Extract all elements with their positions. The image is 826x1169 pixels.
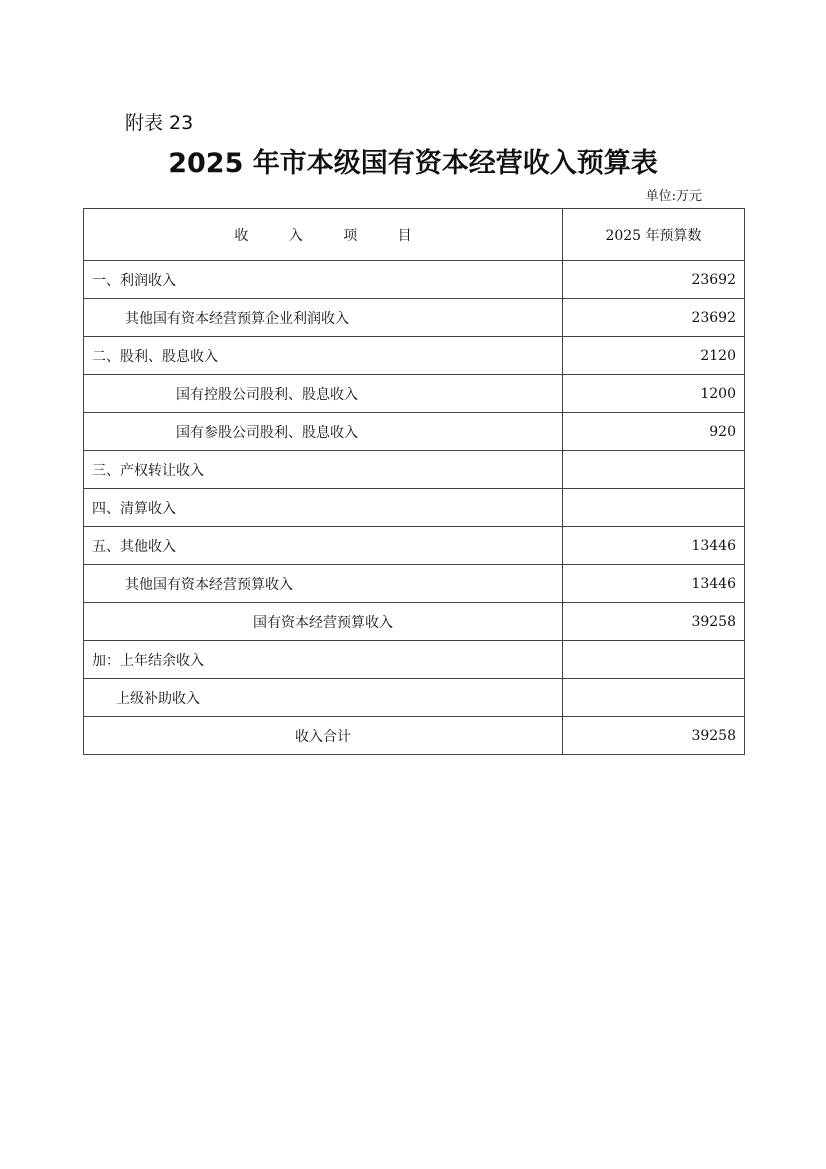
unit-label: 单位:万元 xyxy=(645,189,702,204)
row-value: 2120 xyxy=(563,337,745,375)
table-row xyxy=(84,603,745,641)
row-label: 国有资本经营预算收入 xyxy=(84,603,563,641)
table-row xyxy=(84,413,745,451)
table-row xyxy=(84,261,745,299)
row-value: 23692 xyxy=(563,299,745,337)
row-value xyxy=(563,641,745,679)
table-row xyxy=(84,375,745,413)
row-label: 一、利润收入 xyxy=(84,261,563,299)
table-row xyxy=(84,489,745,527)
row-label: 收入合计 xyxy=(84,717,563,755)
row-label: 四、清算收入 xyxy=(84,489,563,527)
row-value: 13446 xyxy=(563,565,745,603)
table-row xyxy=(84,451,745,489)
column-header-item: 收 入 项 目 xyxy=(84,209,563,261)
table-row xyxy=(84,679,745,717)
attachment-label: 附表 23 xyxy=(125,112,194,134)
row-value xyxy=(563,451,745,489)
row-label: 五、其他收入 xyxy=(84,527,563,565)
row-label: 上级补助收入 xyxy=(84,679,563,717)
row-label: 二、股利、股息收入 xyxy=(84,337,563,375)
row-value: 39258 xyxy=(563,717,745,755)
table-row xyxy=(84,641,745,679)
row-value: 920 xyxy=(563,413,745,451)
table-row xyxy=(84,527,745,565)
table-row xyxy=(84,565,745,603)
row-label: 加：上年结余收入 xyxy=(84,641,563,679)
row-value xyxy=(563,489,745,527)
row-value: 1200 xyxy=(563,375,745,413)
table-row xyxy=(84,299,745,337)
page-title: 2025 年市本级国有资本经营收入预算表 xyxy=(168,148,658,179)
row-label: 三、产权转让收入 xyxy=(84,451,563,489)
row-label: 其他国有资本经营预算企业利润收入 xyxy=(84,299,563,337)
table-row xyxy=(84,337,745,375)
row-value xyxy=(563,679,745,717)
table-row-total xyxy=(84,717,745,755)
row-label: 国有控股公司股利、股息收入 xyxy=(84,375,563,413)
row-value: 39258 xyxy=(563,603,745,641)
column-header-amount: 2025 年预算数 xyxy=(563,209,745,261)
budget-table xyxy=(83,208,745,755)
row-value: 23692 xyxy=(563,261,745,299)
row-label: 其他国有资本经营预算收入 xyxy=(84,565,563,603)
table-header-row xyxy=(84,209,745,261)
row-value: 13446 xyxy=(563,527,745,565)
row-label: 国有参股公司股利、股息收入 xyxy=(84,413,563,451)
